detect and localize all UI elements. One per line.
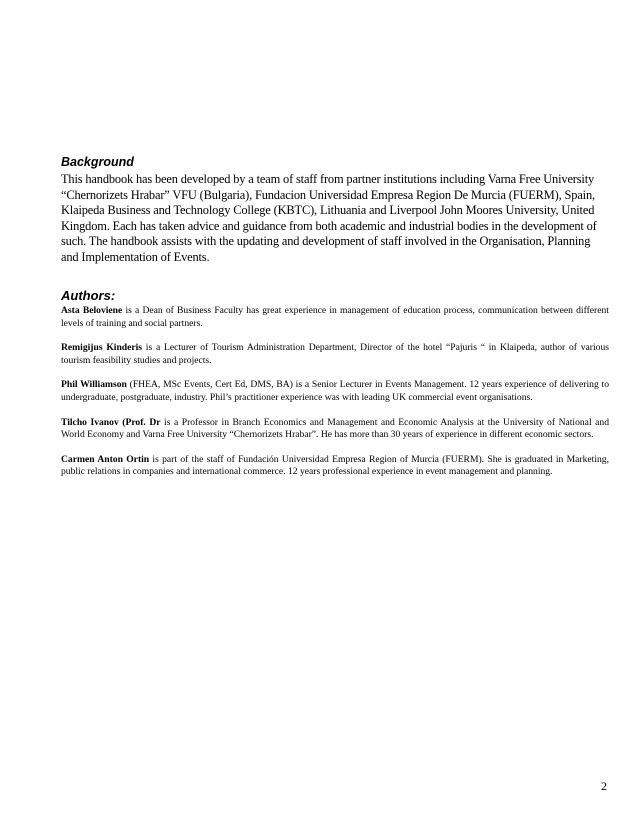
- authors-heading: Authors:: [61, 288, 116, 303]
- author-name: Remigijus Kinderis: [61, 342, 143, 354]
- author-name: Carmen Anton Ortin: [61, 453, 150, 465]
- author-bio: is part of the staff of Fundación Universidad Empresa Region of Murcia (FUERM). She is graduated in Marketing, public relations in companies and international commerce. 12 years professional experience in event management and planning.: [61, 453, 609, 478]
- authors-section: [61, 288, 609, 479]
- author-name: Phil Williamson: [61, 379, 127, 391]
- author-bio: is a Dean of Business Faculty has great experience in management of education process, communication between different levels of training and social partners.: [61, 305, 609, 329]
- background-heading: Background: [61, 155, 134, 169]
- author-entry: [61, 454, 609, 479]
- background-section: [61, 155, 609, 265]
- author-bio: is a Lecturer of Tourism Administration Department, Director of the hotel “Pajuris “ in Klaipeda, author of various tourism feasibility studies and projects.: [61, 342, 609, 366]
- author-bio: (FHEA, MSc Events, Cert Ed, DMS, BA) is a Senior Lecturer in Events Management. 12 years experience of delivering to undergraduate, postgraduate, industry. Phil’s practitioner experience was with leading UK commercial event organisations.: [61, 379, 609, 403]
- author-entry: [61, 417, 609, 442]
- author-name: Asta Beloviene: [61, 305, 123, 316]
- page-content: [61, 155, 609, 491]
- author-entry: [61, 305, 609, 330]
- author-name: Tilcho Ivanov (Prof. Dr: [61, 416, 161, 428]
- author-entry: [61, 379, 609, 404]
- author-bio: is a Professor in Branch Economics and Management and Economic Analysis at the University of National and World Economy and Varna Free University “Chernorizets Hrabar”. He has more than 30 years of experience in different economic sectors.: [61, 416, 609, 441]
- page-number: 2: [601, 779, 607, 793]
- author-entry: [61, 342, 609, 367]
- background-paragraph: This handbook has been developed by a team of staff from partner institutions including Varna Free University “Chernorizets Hrabar” VFU (Bulgaria), Fundacion Universidad Empresa Region De Murcia (FUERM), Spain, Klaipeda Business and Technology College (KBTC), Lithuania and Liverpool John Moores University, United Kingdom. Each has taken advice and guidance from both academic and industrial bodies in the development of such. The handbook assists with the updating and development of staff involved in the Organisation, Planning and Implementation of Events.: [61, 172, 597, 264]
